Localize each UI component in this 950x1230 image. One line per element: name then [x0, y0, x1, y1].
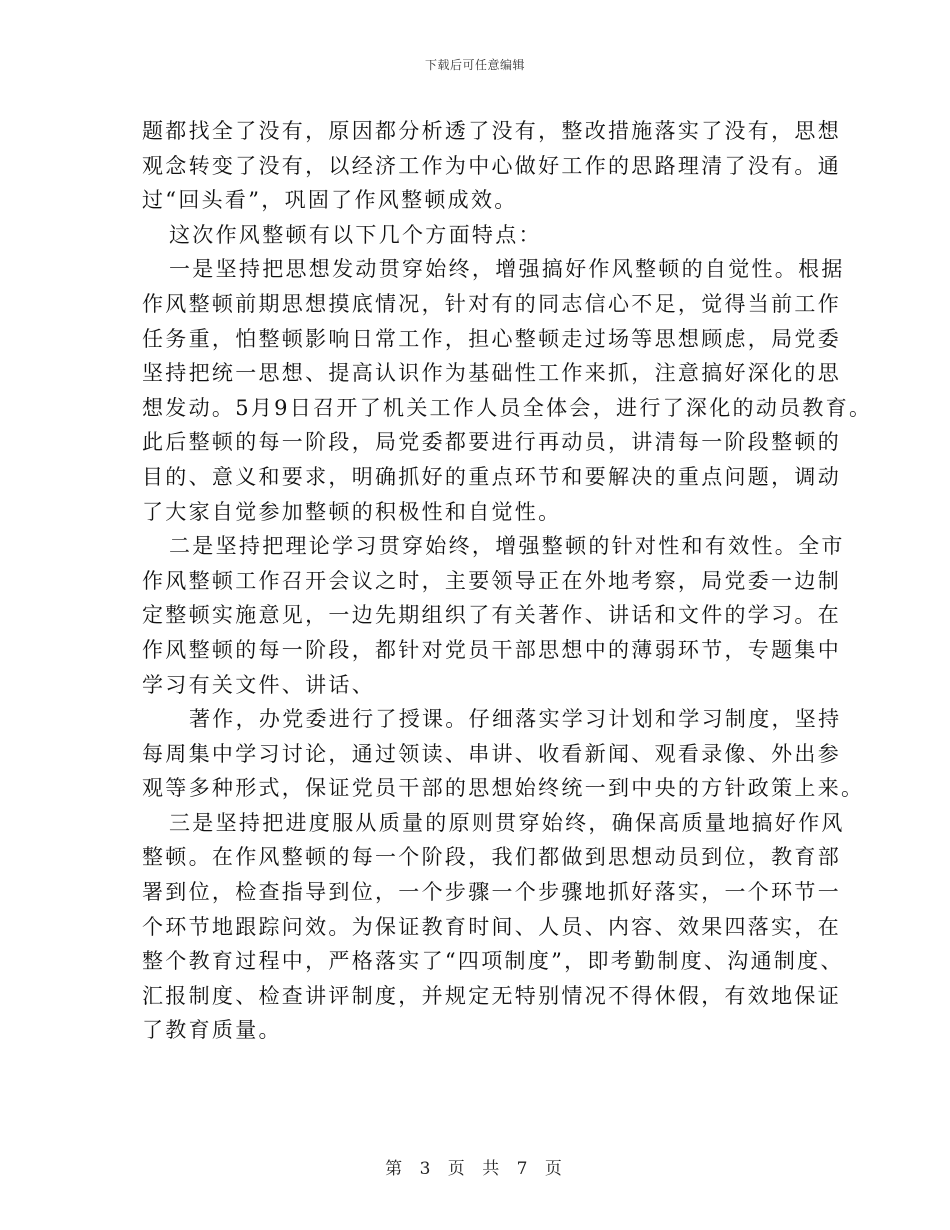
text-line: 观念转变了没有，以经济工作为中心做好工作的思路理清了没有。通 [142, 153, 841, 178]
text-line: 作风整顿的每一阶段，都针对党员干部思想中的薄弱环节，专题集中 [142, 637, 841, 662]
text-line: 此后整顿的每一阶段，局党委都要进行再动员，讲清每一阶段整顿的 [142, 430, 841, 455]
text-line: 一是坚持把思想发动贯穿始终，增强搞好作风整顿的自觉性。根据 [169, 257, 845, 282]
body-text [142, 114, 873, 1048]
text-line: 个环节地跟踪问效。为保证教育时间、人员、内容、效果四落实，在 [142, 914, 841, 939]
text-line: 著作，办党委进行了授课。仔细落实学习计划和学习制度，坚持 [189, 707, 842, 732]
text-line: 坚持把统一思想、提高认识作为基础性工作来抓，注意搞好深化的思 [142, 361, 841, 386]
text-line: 题都找全了没有，原因都分析透了没有，整改措施落实了没有，思想 [142, 119, 841, 143]
text-line: 过“回头看”，巩固了作风整顿成效。 [142, 188, 518, 213]
text-line: 任务重，怕整顿影响日常工作，担心整顿走过场等思想顾虑，局党委 [142, 326, 841, 351]
text-line: 这次作风整顿有以下几个方面特点： [169, 222, 542, 247]
text-line: 三是坚持把进度服从质量的原则贯穿始终，确保高质量地搞好作风 [169, 810, 845, 835]
text-line: 二是坚持把理论学习贯穿始终，增强整顿的针对性和有效性。全市 [169, 534, 845, 559]
text-line: 作风整顿前期思想摸底情况，针对有的同志信心不足，觉得当前工作 [142, 291, 841, 316]
text-line: 署到位，检查指导到位，一个步骤一个步骤地抓好落实，一个环节一 [142, 880, 841, 905]
page-footer: 第 3 页 共 7 页 [385, 1159, 565, 1179]
text-line: 了教育质量。 [142, 1018, 282, 1043]
text-line: 目的、意义和要求，明确抓好的重点环节和要解决的重点问题，调动 [142, 464, 841, 489]
text-line: 每周集中学习讨论，通过领读、串讲、收看新闻、观看录像、外出参 [142, 741, 841, 766]
text-line: 汇报制度、检查讲评制度，并规定无特别情况不得休假，有效地保证 [142, 983, 841, 1008]
text-line: 想发动。5月9日召开了机关工作人员全体会，进行了深化的动员教育。 [142, 395, 873, 420]
text-line: 定整顿实施意见，一边先期组织了有关著作、讲话和文件的学习。在 [142, 603, 841, 628]
text-line: 整个教育过程中，严格落实了“四项制度”，即考勤制度、沟通制度、 [142, 949, 844, 974]
page-header: 下载后可任意编辑 [424, 58, 525, 72]
text-line: 观等多种形式，保证党员干部的思想始终统一到中央的方针政策上来。 [142, 776, 865, 801]
text-line: 学习有关文件、讲话、 [142, 672, 375, 697]
text-line: 作风整顿工作召开会议之时，主要领导正在外地考察，局党委一边制 [142, 568, 841, 593]
text-line: 整顿。在作风整顿的每一个阶段，我们都做到思想动员到位，教育部 [142, 845, 841, 870]
text-line: 了大家自觉参加整顿的积极性和自觉性。 [142, 499, 562, 524]
